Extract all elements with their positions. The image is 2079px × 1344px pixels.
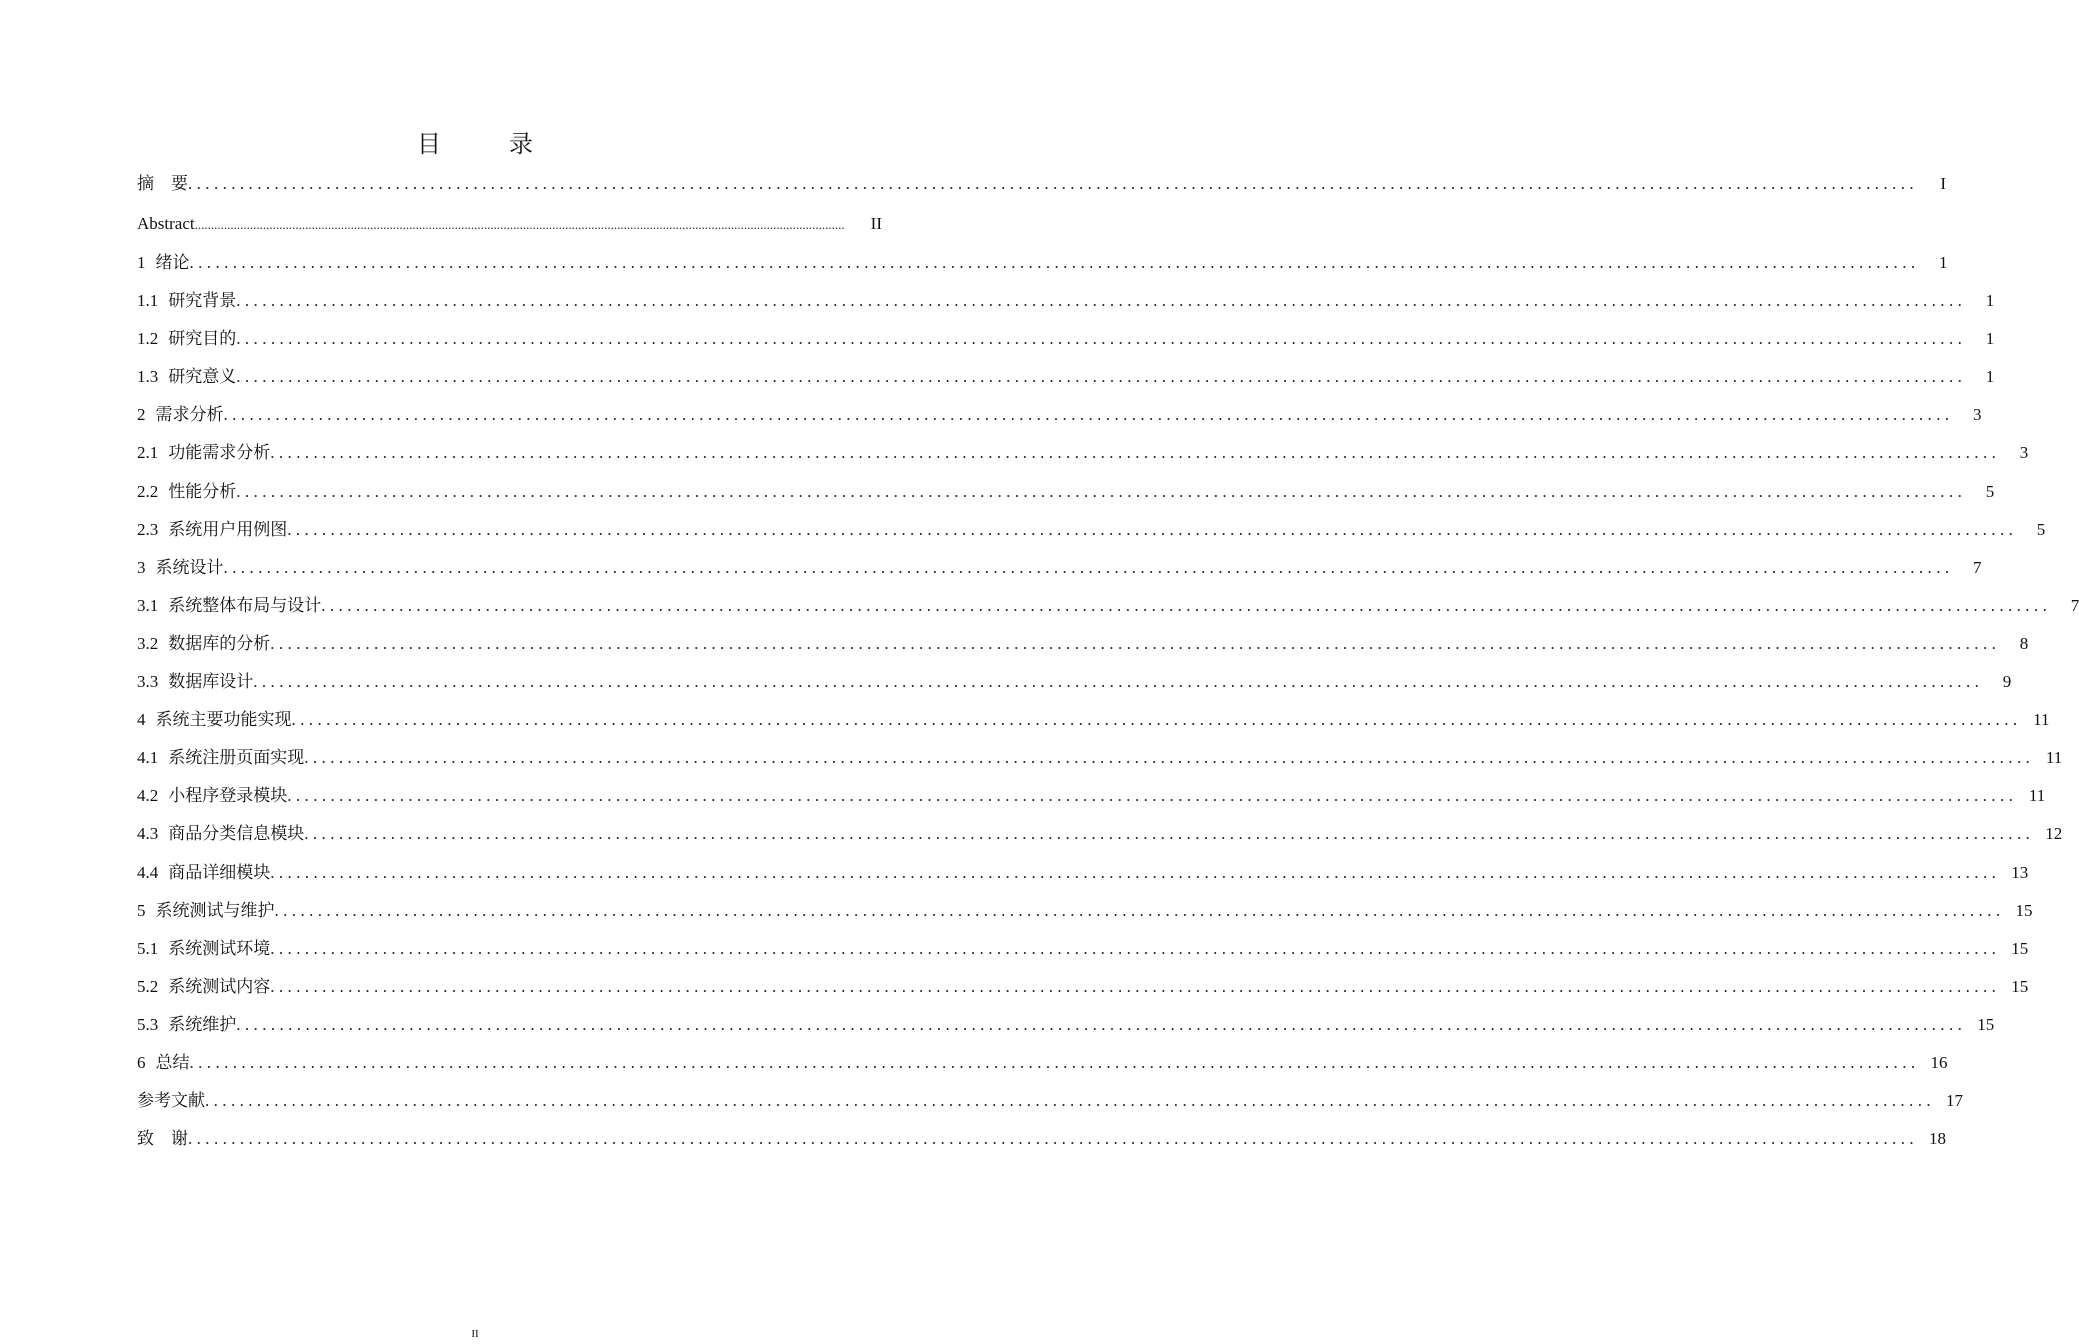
toc-leader-dots: ........................................................................................................................................................................................................	[304, 748, 2035, 768]
toc-entry-number: 1.2	[137, 329, 159, 349]
toc-entry-number: 2.1	[137, 443, 159, 463]
toc-leader-dots: ........................................................................................................................................................................................................	[236, 1014, 1967, 1034]
toc-entry-title: 摘 要	[137, 174, 188, 193]
toc-entry-title: 数据库设计	[168, 672, 254, 692]
toc-entry-page: 5	[1985, 481, 1995, 501]
toc-entry-title: 系统测试环境	[168, 938, 271, 958]
toc-entry-page: 11	[2045, 748, 2063, 768]
toc-entry-page: 3	[2019, 443, 2029, 463]
toc-leader-dots: ........................................................................................................................................................................................................	[188, 174, 1918, 193]
toc-entry[interactable]	[137, 282, 1995, 320]
toc-entry-page: 17	[1946, 1091, 1963, 1111]
toc-entry[interactable]	[137, 244, 1948, 282]
toc-entry[interactable]	[137, 1120, 1946, 1158]
toc-leader-dots: ........................................................................................................................................................................................................	[270, 443, 2001, 463]
toc-entry-number: 1.1	[137, 291, 159, 311]
toc-entry-number: 3	[137, 557, 146, 577]
toc-entry-title: 商品详细模块	[168, 862, 271, 882]
toc-entry-number: 3.2	[137, 633, 159, 653]
toc-entry[interactable]	[137, 892, 2033, 930]
toc-entry-number: 2.2	[137, 481, 159, 501]
toc-entry-title: 系统测试与维护	[155, 900, 275, 920]
toc-entry-title: 性能分析	[168, 481, 237, 501]
toc-entry[interactable]	[137, 587, 2079, 625]
toc-entry-page: 3	[1973, 405, 1982, 425]
toc-entry-number: 1	[137, 253, 146, 272]
toc-entry-page: 12	[2045, 824, 2063, 844]
toc-entry-number: 4	[137, 710, 146, 730]
toc-entry-page: 1	[1939, 253, 1948, 272]
toc-entry-number: 4.2	[137, 786, 159, 806]
toc-leader-dots: ........................................................................................................................................................................................................	[189, 253, 1920, 272]
toc-entry-number: 2	[137, 405, 146, 425]
toc-entry[interactable]	[137, 204, 882, 244]
toc-entry-title: 参考文献	[137, 1091, 205, 1111]
toc-entry-title: 商品分类信息模块	[168, 824, 305, 844]
toc-entry-page: 11	[2028, 786, 2046, 806]
toc-entry-title: 系统测试内容	[168, 976, 271, 996]
toc-entry-page: 9	[2002, 672, 2012, 692]
toc-entry-page: II	[870, 214, 882, 233]
toc-leader-dots: ........................................................................................................................................................................................................	[270, 976, 2001, 996]
toc-entry[interactable]	[137, 854, 2029, 892]
toc-leader-dots: ........................................................................................................................................................................................................	[270, 633, 2001, 653]
toc-entry-title: 需求分析	[155, 405, 224, 425]
toc-entry-number: 6	[137, 1052, 146, 1072]
toc-entry-page: 1	[1985, 329, 1995, 349]
toc-entry[interactable]	[137, 1044, 1948, 1082]
toc-entry-title: 致 谢	[137, 1129, 188, 1149]
toc-entry[interactable]	[137, 511, 2046, 549]
toc-leader-dots: ........................................................................................................................................................................................................	[194, 217, 845, 232]
toc-entry-page: 11	[2033, 710, 2050, 730]
toc-entry-page: 1	[1985, 291, 1995, 311]
toc-leader-dots: ........................................................................................................................................................................................................	[287, 786, 2018, 806]
toc-entry-title: 小程序登录模块	[168, 786, 288, 806]
toc-list	[137, 164, 2079, 1158]
toc-entry-page: 7	[2070, 595, 2079, 615]
toc-entry[interactable]	[137, 777, 2046, 815]
toc-entry-title: 研究背景	[168, 291, 237, 311]
toc-entry[interactable]	[137, 396, 1982, 434]
toc-entry-title: 总结	[155, 1052, 190, 1072]
toc-leader-dots: ........................................................................................................................................................................................................	[304, 824, 2035, 844]
toc-entry-number: 4.1	[137, 748, 159, 768]
toc-entry-page: 15	[2011, 976, 2029, 996]
toc-entry-page: 7	[1973, 557, 1982, 577]
toc-entry-number: 5	[137, 900, 146, 920]
toc-entry-title: 功能需求分析	[168, 443, 271, 463]
toc-entry[interactable]	[137, 625, 2029, 663]
toc-leader-dots: ........................................................................................................................................................................................................	[236, 329, 1967, 349]
toc-leader-dots: ........................................................................................................................................................................................................	[223, 405, 1954, 425]
toc-entry-number: 2.3	[137, 519, 159, 539]
toc-entry[interactable]	[137, 473, 1995, 511]
toc-entry-page: 5	[2036, 519, 2046, 539]
toc-entry[interactable]	[137, 1006, 1995, 1044]
toc-entry-title: 系统维护	[168, 1014, 237, 1034]
toc-entry-page: I	[1940, 174, 1946, 193]
toc-entry-number: 5.3	[137, 1014, 159, 1034]
toc-entry-page: 8	[2019, 633, 2029, 653]
toc-entry[interactable]	[137, 164, 1946, 204]
toc-entry[interactable]	[137, 320, 1995, 358]
toc-leader-dots: ........................................................................................................................................................................................................	[291, 710, 2022, 730]
toc-entry-page: 18	[1929, 1129, 1946, 1149]
toc-entry-number: 5.1	[137, 938, 159, 958]
toc-entry-title: 研究目的	[168, 329, 237, 349]
toc-entry-title: 绪论	[155, 253, 190, 272]
toc-leader-dots: ........................................................................................................................................................................................................	[270, 938, 2001, 958]
toc-entry[interactable]	[137, 930, 2029, 968]
toc-leader-dots: ........................................................................................................................................................................................................	[236, 291, 1967, 311]
toc-entry-number: 5.2	[137, 976, 159, 996]
toc-entry-page: 15	[1977, 1014, 1995, 1034]
toc-entry-page: 13	[2011, 862, 2029, 882]
toc-entry-number: 4.4	[137, 862, 159, 882]
toc-leader-dots: ........................................................................................................................................................................................................	[189, 1052, 1920, 1072]
toc-leader-dots: ........................................................................................................................................................................................................	[236, 481, 1967, 501]
toc-leader-dots: ........................................................................................................................................................................................................	[287, 519, 2018, 539]
toc-entry[interactable]	[137, 434, 2029, 472]
toc-entry-title: 系统注册页面实现	[168, 748, 305, 768]
toc-entry-number: 3.1	[137, 595, 159, 615]
toc-leader-dots: ........................................................................................................................................................................................................	[321, 595, 2052, 615]
toc-entry-title: 系统整体布局与设计	[168, 595, 322, 615]
toc-entry-page: 15	[2011, 938, 2029, 958]
toc-entry-page: 1	[1985, 367, 1995, 387]
toc-entry-number: 4.3	[137, 824, 159, 844]
page-number-footer: II	[471, 1328, 479, 1340]
toc-entry-title: 数据库的分析	[168, 633, 271, 653]
toc-leader-dots: ........................................................................................................................................................................................................	[236, 367, 1967, 387]
toc-entry[interactable]	[137, 358, 1995, 396]
toc-entry[interactable]	[137, 1082, 1963, 1120]
toc-leader-dots: ........................................................................................................................................................................................................	[274, 900, 2005, 920]
toc-entry-number: 3.3	[137, 672, 159, 692]
toc-entry-title: 系统用户用例图	[168, 519, 288, 539]
toc-entry-title: 研究意义	[168, 367, 237, 387]
toc-entry-title: 系统设计	[155, 557, 224, 577]
toc-entry[interactable]	[137, 739, 2063, 777]
toc-entry-number: 1.3	[137, 367, 159, 387]
toc-leader-dots: ........................................................................................................................................................................................................	[205, 1091, 1935, 1111]
toc-entry[interactable]	[137, 701, 2050, 739]
toc-entry-title: Abstract	[137, 214, 195, 233]
toc-leader-dots: ........................................................................................................................................................................................................	[270, 862, 2001, 882]
toc-leader-dots: ........................................................................................................................................................................................................	[253, 672, 1984, 692]
toc-entry[interactable]	[137, 663, 2012, 701]
toc-title: 目 录	[417, 130, 555, 158]
toc-entry-title: 系统主要功能实现	[155, 710, 292, 730]
toc-leader-dots: ........................................................................................................................................................................................................	[223, 557, 1954, 577]
toc-entry-page: 15	[2015, 900, 2033, 920]
toc-entry-page: 16	[1930, 1052, 1948, 1072]
toc-entry[interactable]	[137, 815, 2063, 853]
toc-entry[interactable]	[137, 549, 1982, 587]
toc-entry[interactable]	[137, 968, 2029, 1006]
toc-leader-dots: ........................................................................................................................................................................................................	[188, 1129, 1918, 1149]
